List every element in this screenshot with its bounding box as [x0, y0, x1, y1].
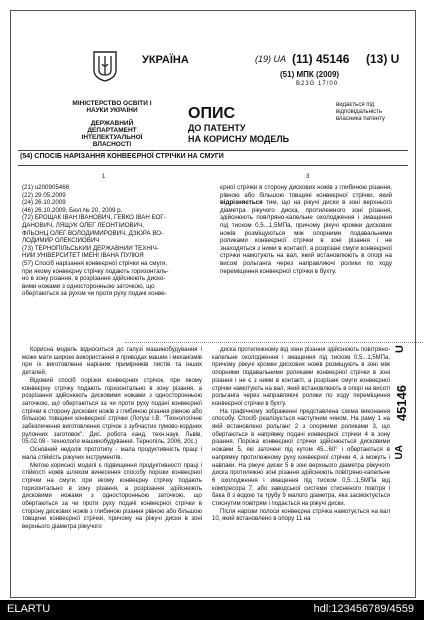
biblio-line: (46) 26.10.2009, Бюл.№ 20, 2009 р.	[22, 206, 123, 214]
country-code: (19) UA	[255, 54, 287, 64]
kind-code: (13) U	[366, 52, 400, 66]
biblio-line: (21) u200905466	[22, 184, 70, 191]
abstract-text-2: тим, що на рікучі диски в зоні верхнього діаметра рікучого диска, протилежного зоні різання, здійснюють повітряно-капельне охолодження і змащення під тиском 0,5...1,5МПа, причому рікучі кромки дискових ножів розміщуються між опорними подавальними роликами конвеєрної стрічки в зоні різання і не знаходяться з ними в контакті, а розрізані смуги конвеєрної стрічки намотують на вал, який встановлюють в опорі на високі рольганга через направляючі ролики по ходу переміщення конвеєрної стрічки в бухту.	[220, 199, 392, 275]
vertical-prefix: UA	[394, 445, 405, 460]
divider-bottom	[18, 165, 408, 166]
ipc-code: B23G 17/00	[296, 81, 339, 87]
description-left	[22, 347, 202, 532]
column-number-left: 1	[102, 174, 106, 180]
doc-title: ОПИС	[188, 105, 235, 122]
patent-number: (11) 45146	[292, 52, 350, 66]
biblio-line: (22) 29.05.2009	[22, 191, 66, 199]
department-name: ДЕРЖАВНИЙ ДЕПАРТАМЕНТ ІНТЕЛЕКТУАЛЬНОЇ ВЛАСНОСТІ	[81, 120, 143, 148]
paragraph: На графічному зображенні представлена схема виконання способу. Спосіб реалізується наступним чином. На раму 1 на якій встановлено рольганг 2 з опорними роликами 3, що обертаються в напрямку подачі конвеєрної стрічки 4 в зону різання. Порізка конвеєрної стрічки здійснюється дисковими ножами 5, які заточені під кутом 45...60° і обертаються в напрямку протилежному руху конвеєрної стрічки 4, а можуть і навпаки. На ріжучі диски 5 в зоні верхнього діаметра ріжучого диска протилежно зоні різання здійснюють повітряно-капельне 6 охолодження і змащення під тиском 0,5...1,5МПа від компресора 7, або заводської системи стисненого повітря і бака 8 з водою та трубу 9 малого діаметра, яка засмоктується стиснутим повітрям і подається на ріжучі диски.	[212, 408, 390, 508]
biblio-line: при якому конвеєрну стрічку подають горизонталь-	[22, 267, 169, 275]
footer-bar	[0, 600, 424, 620]
paragraph: Основний недолік прототипу - мала продуктивність праці і мала стійкість ріжучих інструментів.	[22, 447, 202, 461]
paragraph: Корисна модель відноситься до галузі машинобудування і може мати широке використання в приводах машин і механізмів при їх виготовленні нарізних примірників листів та інших деталей.	[22, 347, 202, 377]
biblio-line: НИЙ УНІВЕРСИТЕТ ІМЕНІ ІВАНА ПУЛЮЯ	[22, 252, 144, 260]
document-heading	[188, 105, 328, 145]
side-note: видається під відповідальність власника патенту	[336, 102, 385, 122]
description-right	[212, 347, 390, 524]
vertical-patent-id	[394, 345, 412, 585]
biblio-line: (24) 26.10.2009	[22, 199, 66, 207]
country-name: УКРАЇНА	[142, 54, 189, 66]
biblio-line: вими ножами з односторонньою заточкою, що	[22, 282, 155, 290]
biblio-line: ДАНОВИЧ, ЛЯЩУК ОЛЕГ ЛЕОНТІЙОВИЧ,	[22, 221, 144, 229]
footer-handle: hdl:123456789/4559	[313, 603, 414, 615]
biblio-line: (57) Спосіб нарізання конвеєрної стрічки на смуги,	[22, 259, 168, 267]
column-number-right: 3	[306, 174, 310, 180]
abstract-continuation	[220, 184, 392, 275]
biblio-line: ФЛЬОНЦ ОЛЕГ ВОЛОДИМИРОВИЧ, ДЗЮРА ВО-	[22, 229, 164, 237]
vertical-number: 45146	[394, 385, 409, 422]
biblio-line: но в зону різання, в розрізання здійснюють диско-	[22, 275, 166, 283]
biblio-line: (73) ТЕРНОПІЛЬСЬКИЙ ДЕРЖАВНИЙ ТЕХНІЧ-	[22, 244, 159, 252]
abstract-keyword: відрізняється	[220, 199, 263, 207]
trident-emblem-icon	[92, 50, 118, 82]
invention-title: (54) СПОСІБ НАРІЗАННЯ КОНВЕЄРНОЇ СТРІЧКИ НА СМУГИ	[20, 153, 224, 160]
divider-top	[18, 150, 408, 151]
section-separator	[125, 342, 424, 343]
vertical-kind: U	[394, 345, 406, 353]
biblio-line: ЛОДИМИР ОЛЕКСІЙОВИЧ	[22, 237, 100, 245]
paragraph: Відомий спосіб порізки конвеєрних стрічок, при якому конвеєрну стрічку подають горизонтально в зону різання, а розрізання здійснюють дисковими ножами з односторонньою заточкою, що обертаються за чи проти руху подачі конвеєрної стрічки в сторону дискових ножів з глибиною різання рівною або більшою товщини конвеєрної стрічки (Логуш І.В. "Технологічне забезпечення виготовлення стрічок з зубчастих гумово-кордних рулонних заготовок". Дис. робота канд. техн.наук. Львів, 05.02.08 - технологія машинобудування. Тернопіль, 2006, 20с.)	[22, 377, 202, 446]
bibliographic-data	[22, 184, 198, 298]
biblio-line: (72) БРОЩАК ІВАН ІВАНОВИЧ, ГЕВКО ІВАН БОГ-	[22, 214, 166, 222]
footer-source: ELARTU	[7, 603, 51, 615]
doc-subtitle-1: ДО ПАТЕНТУ	[188, 123, 246, 133]
ipc-label: (51) МПК (2009)	[280, 70, 340, 79]
doc-subtitle-2: НА КОРИСНУ МОДЕЛЬ	[188, 134, 290, 144]
paragraph: диска протилежному від зони різання здійснюють повітряно-капельне охолодження і змащення під тиском 0,5...1,5МПа, причому ріжучі кромки дискових ножів розміщують в зоні між опорними подавальними роликами конвеєрної стрічки в зоні різання і не є з ними в контакті, а розрізані смуги конвеєрної стрічки намотують на вал, який встановлюють в опорі на висоті рольганга через направляючі ролики по ходу переміщення конвеєрної стрічки в бухту.	[212, 347, 390, 407]
paragraph: Після нарізки полоси конвеєрна стрічка намотується на вал 10, який встановлено в опору 11 на	[212, 508, 390, 523]
ministry-name: МІНІСТЕРСТВО ОСВІТИ І НАУКИ УКРАЇНИ	[72, 100, 152, 114]
biblio-line: обертаються за рухом чи проти руху подачі конве-	[22, 290, 167, 298]
abstract-text-1: єрної стрічки в сторону дискових ножів з глибиною різання, рівною або більшою товщині конвеєрної стрічки, який	[220, 184, 392, 199]
paragraph: Метою корисної моделі є підвищення продуктивності праці і стійкості ножів шляхом винесення способу порізки конвеєрної стрічки на смуги, при якому конвеєрну стрічку подають горизонтально в зону різання, а розрізання здійснюють дисковими ножами з односторонньою заточкою, що обертаються за чи проти руху подачі конвеєрної стрічки в сторону дискових ножів з глибиною різання рівною або більшою товщини конвеєрної стрічки, причому на ріжучі диски в зоні верхнього діаметра ріжучого	[22, 462, 202, 531]
